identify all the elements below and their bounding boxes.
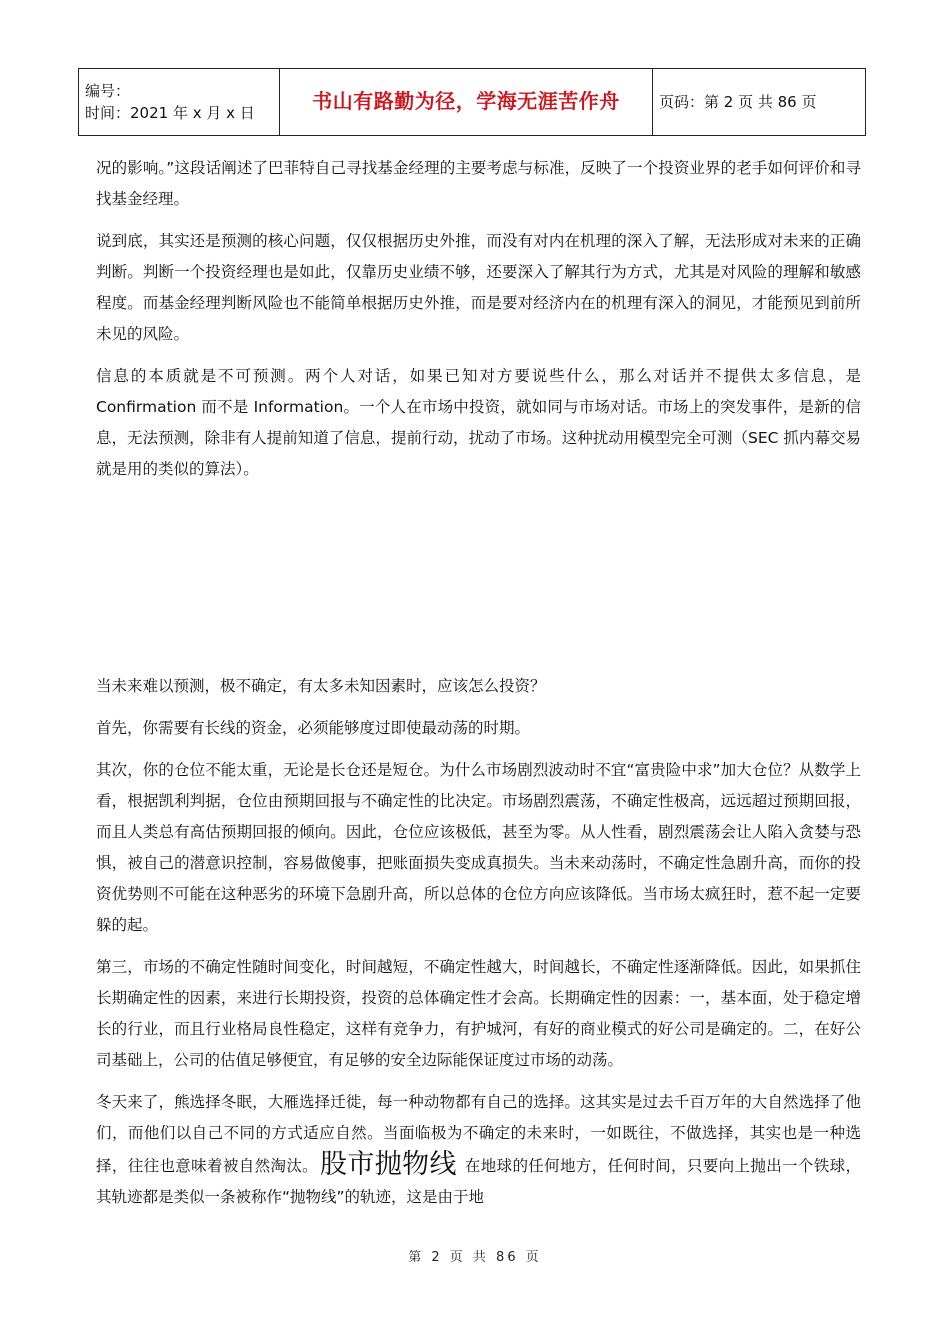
section-title: 股市抛物线 (320, 1149, 457, 1180)
document-body (96, 153, 861, 1224)
page-footer: 第 2 页 共 86 页 (408, 1250, 542, 1265)
paragraph: 首先，你需要有长线的资金，必须能够度过即使最动荡的时期。 (96, 719, 531, 737)
paragraph-with-section-title (96, 1087, 861, 1213)
document-header (78, 68, 866, 136)
paragraph: 说到底，其实还是预测的核心问题，仅仅根据历史外推，而没有对内在机理的深入了解，无法形成对未来的正确判断。判断一个投资经理也是如此，仅靠历史业绩不够，还要深入了解其行为方式，尤其是对风险的理解和敏感程度。而基金经理判断风险也不能简单根据历史外推，而是要对经济内在的机理有深入的洞见，才能预见到前所未见的风险。 (96, 232, 861, 343)
paragraph: 况的影响。”这段话阐述了巴菲特自己寻找基金经理的主要考虑与标准，反映了一个投资业界的老手如何评价和寻找基金经理。 (96, 159, 861, 208)
page-info: 页码：第 2 页 共 86 页 (659, 93, 817, 111)
header-meta-cell (79, 69, 280, 136)
blank-space (96, 496, 861, 671)
paragraph-text: 在地球的任何地方，任何时间，只要向上抛出一个铁球，其轨迹都是类似一条被称作“抛物线”的轨迹，这是由于地 (96, 1157, 861, 1206)
paragraph: 当未来难以预测，极不确定，有太多未知因素时，应该怎么投资？ (96, 677, 546, 695)
paragraph: 其次，你的仓位不能太重，无论是长仓还是短仓。为什么市场剧烈波动时不宜“富贵险中求”加大仓位？从数学上看，根据凯利判据，仓位由预期回报与不确定性的比决定。市场剧烈震荡，不确定性极高，远远超过预期回报，而且人类总有高估预期回报的倾向。因此，仓位应该极低，甚至为零。从人性看，剧烈震荡会让人陷入贪婪与恐惧，被自己的潜意识控制，容易做傻事，把账面损失变成真损失。当未来动荡时，不确定性急剧升高，而你的投资优势则不可能在这种恶劣的环境下急剧升高，所以总体的仓位方向应该降低。当市场太疯狂时，惹不起一定要躲的起。 (96, 761, 861, 934)
date-label: 时间：2021 年 x 月 x 日 (85, 104, 255, 122)
paragraph: 信息的本质就是不可预测。两个人对话，如果已知对方要说些什么，那么对话并不提供太多信息，是 Confirmation 而不是 Information。一个人在市场中投资，就如同与市场对话。市场上的突发事件，是新的信息，无法预测，除非有人提前知道了信息，提前行动，扰动了市场。这种扰动用模型完全可测（SEC 抓内幕交易就是用的类似的算法）。 (96, 367, 861, 478)
motto-text: 书山有路勤为径，学海无涯苦作舟 (312, 89, 620, 113)
header-motto-cell (280, 69, 653, 136)
header-page-cell (653, 69, 866, 136)
paragraph-text: 冬天来了，熊选择冬眠，大雁选择迁徙，每一种动物都有自己的选择。这其实是过去千百万年的大自然选择了他们，而他们以自己不同的方式适应自然。当面临极为不确定的未来时，一如既往，不做选择，其实也是一种选择，往往也意味着被自然淘汰。 (96, 1093, 861, 1175)
serial-number-label: 编号： (85, 82, 131, 100)
paragraph: 第三，市场的不确定性随时间变化，时间越短，不确定性越大，时间越长，不确定性逐渐降低。因此，如果抓住长期确定性的因素，来进行长期投资，投资的总体确定性才会高。长期确定性的因素：一，基本面，处于稳定增长的行业，而且行业格局良性稳定，这样有竞争力，有护城河，有好的商业模式的好公司是确定的。二，在好公司基础上，公司的估值足够便宜，有足够的安全边际能保证度过市场的动荡。 (96, 958, 861, 1069)
